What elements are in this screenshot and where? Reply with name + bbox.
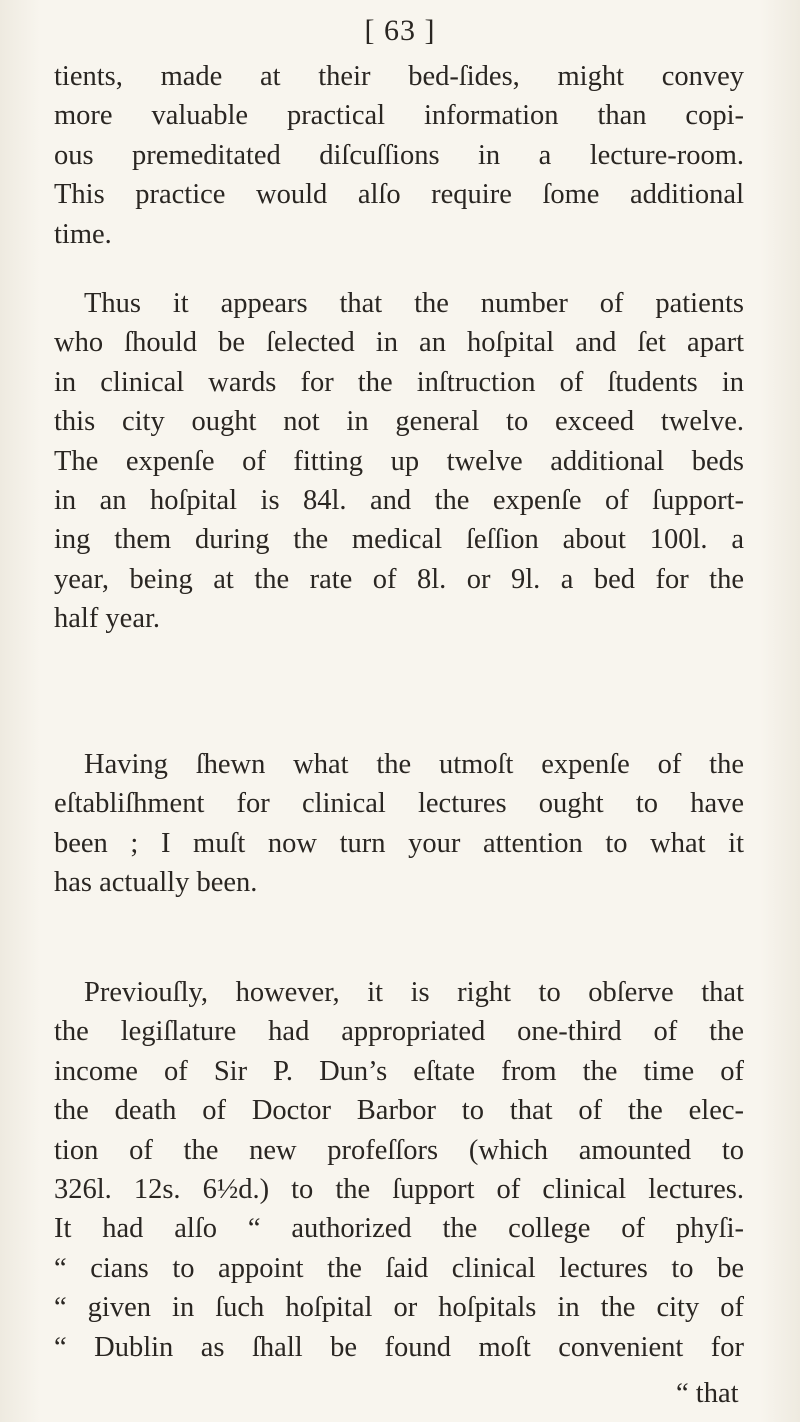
- text-line: in an hoſpital is 84l. and the expenſe of ſupport-: [54, 485, 744, 517]
- text-line: ing them during the medical ſeſſion about 100l. a: [54, 524, 744, 556]
- text-line: this city ought not in general to exceed twelve.: [54, 406, 744, 438]
- text-line: eſtabliſhment for clinical lectures ought to have: [54, 788, 744, 820]
- text-line: the legiſlature had appropriated one-third of the: [54, 1016, 744, 1048]
- paragraph-4: [54, 973, 744, 1367]
- text-line: “ cians to appoint the ſaid clinical lectures to be: [54, 1252, 744, 1284]
- text-line: Thus it appears that the number of patients: [84, 288, 744, 319]
- text-line: half year.: [54, 603, 161, 635]
- text-line: tients, made at their bed-ſides, might convey: [54, 61, 744, 92]
- text-line: been ; I muſt now turn your attention to what it: [54, 827, 744, 859]
- text-line: Having ſhewn what the utmoſt expenſe of the: [84, 749, 744, 780]
- paragraph-2: [54, 284, 744, 639]
- text-line: ous premeditated diſcuſſions in a lecture-room.: [54, 139, 744, 171]
- text-line: 326l. 12s. 6½d.) to the ſupport of clinical lectures.: [54, 1174, 744, 1206]
- text-line: time.: [54, 218, 112, 250]
- text-line: who ſhould be ſelected in an hoſpital and ſet apart: [54, 327, 744, 359]
- text-line: “ given in ſuch hoſpital or hoſpitals in the city of: [54, 1292, 744, 1324]
- text-line: This practice would alſo require ſome additional: [54, 179, 744, 211]
- text-line: It had alſo “ authorized the college of phyſi-: [54, 1213, 744, 1245]
- text-line: tion of the new profeſſors (which amounted to: [54, 1134, 744, 1166]
- text-line: in clinical wards for the inſtruction of ſtudents in: [54, 366, 744, 398]
- page-number: [ 63 ]: [364, 14, 436, 47]
- catchword: “ that: [676, 1378, 739, 1409]
- text-line: has actually been.: [54, 867, 258, 899]
- text-line: the death of Doctor Barbor to that of the elec-: [54, 1095, 744, 1127]
- text-line: Previouſly, however, it is right to obſerve that: [84, 977, 744, 1008]
- text-line: more valuable practical information than copi-: [54, 100, 744, 132]
- paragraph-3: [54, 745, 744, 903]
- paragraph-1: [54, 57, 744, 254]
- text-line: income of Sir P. Dun’s eſtate from the time of: [54, 1055, 744, 1087]
- text-line: The expenſe of fitting up twelve additional beds: [54, 445, 744, 477]
- text-line: “ Dublin as ſhall be found moſt convenient for: [54, 1331, 744, 1363]
- text-line: year, being at the rate of 8l. or 9l. a bed for the: [54, 563, 744, 595]
